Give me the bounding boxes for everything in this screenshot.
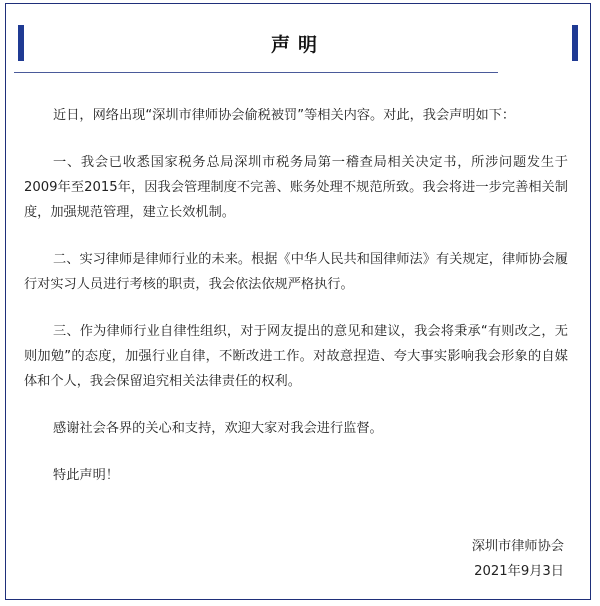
paragraph-one: 一、我会已收悉国家税务总局深圳市税务局第一稽查局相关决定书，所涉问题发生于2009年至2015年，因我会管理制度不完善、账务处理不规范所致。我会将进一步完善相关制度，加强规范管理，建立长效机制。 xyxy=(24,155,568,220)
notice-frame xyxy=(5,3,591,600)
paragraph-three: 三、作为律师行业自律性组织，对于网友提出的意见和建议，我会将秉承“有则改之，无则加勉”的态度，加强行业自律，不断改进工作。对故意捏造、夸大事实影响我会形象的自媒体和个人，我会保留追究相关法律责任的权利。 xyxy=(24,324,568,389)
signature-block xyxy=(472,534,564,584)
paragraph-intro: 近日，网络出现“深圳市律师协会偷税被罚”等相关内容。对此，我会声明如下： xyxy=(53,108,516,123)
notice-body xyxy=(24,103,568,510)
paragraph-thanks: 感谢社会各界的关心和支持，欢迎大家对我会进行监督。 xyxy=(53,421,383,436)
paragraph-two: 二、实习律师是律师行业的未来。根据《中华人民共和国律师法》有关规定，律师协会履行对实习人员进行考核的职责，我会依法依规严格执行。 xyxy=(24,252,568,292)
signature-organization: 深圳市律师协会 xyxy=(471,539,564,554)
notice-title: 声明 xyxy=(270,34,325,56)
paragraph-closing: 特此声明！ xyxy=(53,468,119,483)
signature-date: 2021年9月3日 xyxy=(474,564,564,579)
title-divider xyxy=(14,72,498,73)
